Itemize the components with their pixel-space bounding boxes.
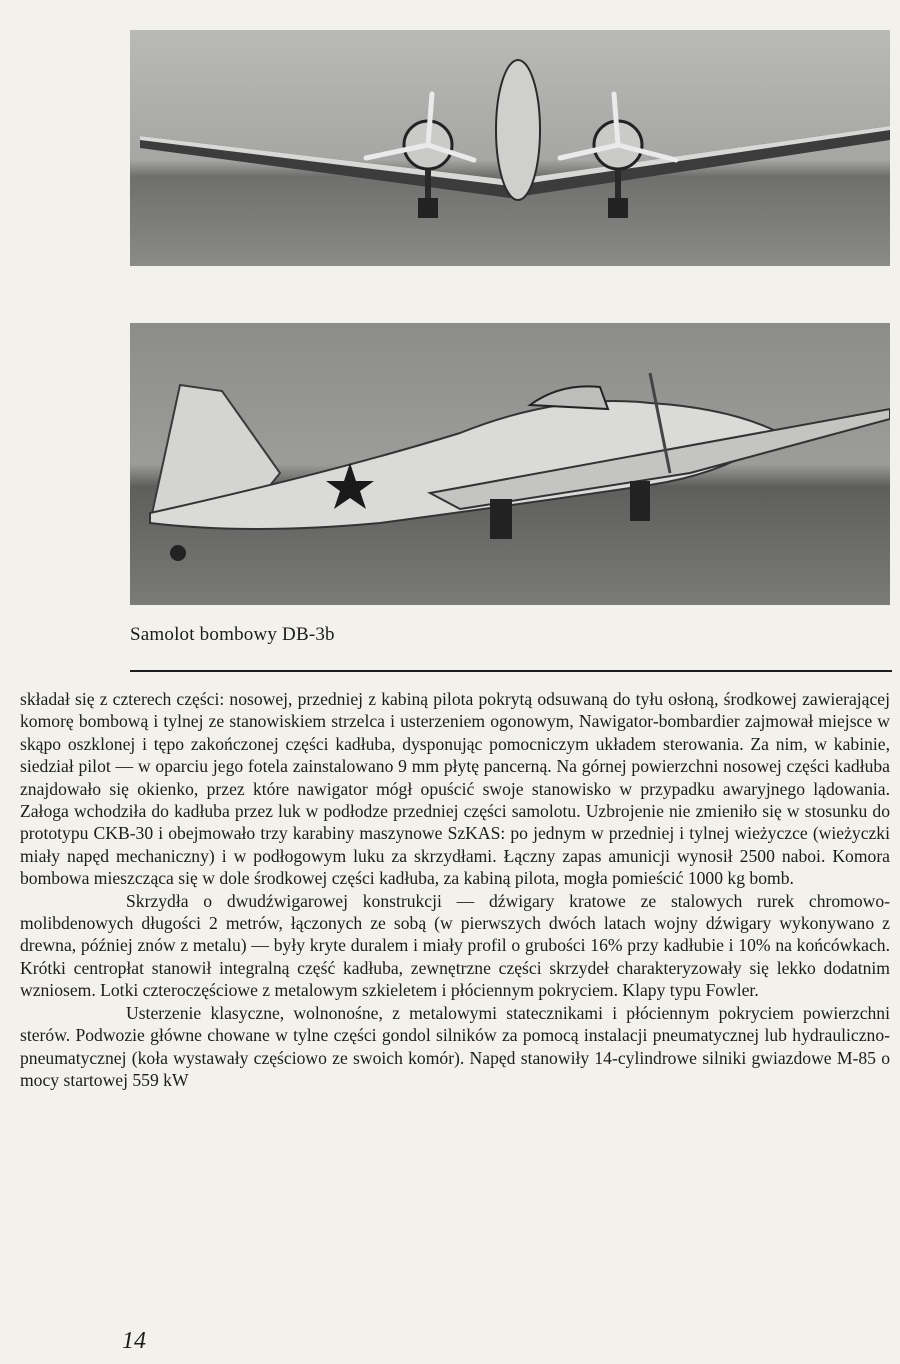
airplane-side-illustration [130,323,890,605]
airplane-front-illustration [130,30,890,266]
paragraph-2: Skrzydła o dwudźwigarowej konstrukcji — dźwigary kratowe ze stalowych rurek chromowo-molibdenowych długości 2 metrów, łączonych ze sobą (w pierwszych dwóch latach wojny dźwigary wykonywano z drewna, później znów z metalu) — były kryte duralem i miały profil o grubości 16% przy kadłubie i 10% na końcówkach. Krótki centropłat stanowił integralną część kadłuba, zewnętrzne części skrzydeł charakteryzowały się lekko dodatnim wzniosem. Lotki czteroczęściowe z metalowym szkieletem i płóciennym pokryciem. Klapy typu Fowler. [20,890,890,1001]
paragraph-3: Usterzenie klasyczne, wolnonośne, z metalowymi statecznikami i płóciennym pokryciem powierzchni sterów. Podwozie główne chowane w tylne części gondol silników za pomocą instalacji pneumatycznej lub hydrauliczno-pneumatycznej (koła wystawały częściowo ze swoich komór). Napęd stanowiły 14-cylindrowe silniki gwiazdowe M-85 o mocy startowej 559 kW [20,1002,890,1090]
photo-airplane-front [130,30,890,266]
wheel-left [418,198,438,218]
horizontal-divider [130,670,892,672]
paragraph-1: składał się z czterech części: nosowej, przedniej z kabiną pilota pokrytą odsuwaną do tyłu osłoną, środkowej zawierającej komorę bombową i tylnej ze stanowiskiem strzelca i usterzeniem ogonowym, Nawigator-bombardier zajmował miejsce w skąpo oszklonej i tępo zakończonej części kadłuba, dysponując pomocniczym układem sterowania. Za nim, w kabinie, siedział pilot — w oparciu jego fotela zainstalowano 9 mm płytę pancerną. Na górnej powierzchni nosowej części kadłuba znajdowało się okienko, przez które nawigator mógł opuścić swoje stanowisko w przypadku awaryjnego lądowania. Załoga wchodziła do kadłuba przez luk w podłodze przedniej części samolotu. Uzbrojenie nie zmieniło się w stosunku do prototypu CKB-30 i obejmowało trzy karabiny maszynowe SzKAS: po jednym w przedniej i tylnej wieżyczce (wieżyczki miały napęd mechaniczny) i w podłogowym luku za skrzydłami. Łączny zapas amunicji wynosił 2500 naboi. Komora bombowa mieszcząca się w dole środkowej części kadłuba, za kabiną pilota, mogła pomieścić 1000 kg bomb. [20,689,890,889]
article-body [20,688,890,1091]
photo-airplane-side [130,323,890,605]
wheel-right [608,198,628,218]
page-number: 14 [122,1328,146,1354]
photo-caption: Samolot bombowy DB-3b [130,624,335,645]
fuselage-front [496,60,540,200]
